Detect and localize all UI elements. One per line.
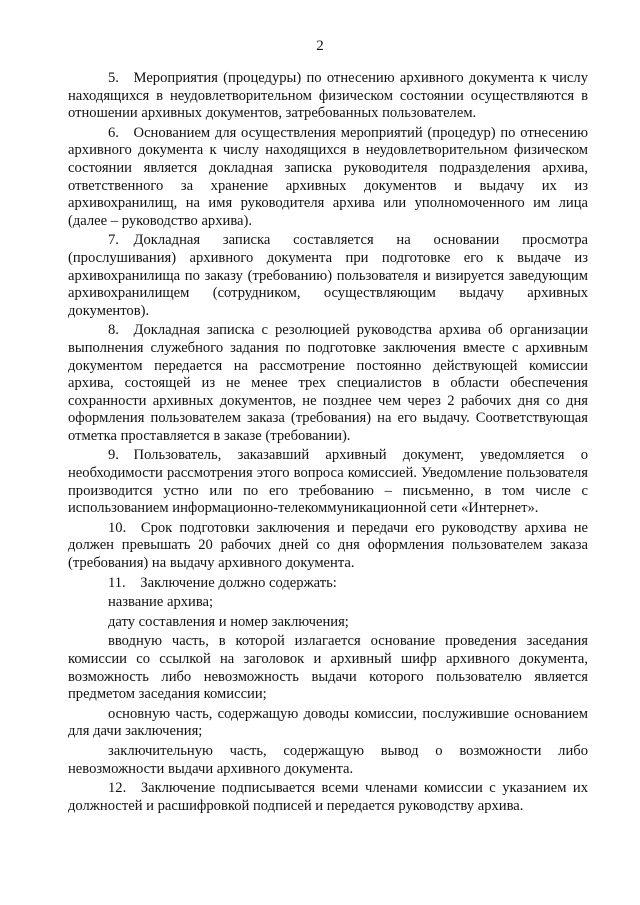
paragraph-item-7: 7. Докладная записка составляется на основании просмотра (прослушивания) архивного документа при подготовке его к выдаче из архивохранилища по заказу (требованию) пользователя и визируется заведующим архивохранилищем (сотрудником, осуществляющим выдачу архивных документов). xyxy=(68,232,588,319)
page-number: 2 xyxy=(316,38,324,54)
paragraph-item-11: 11. Заключение должно содержать: xyxy=(108,574,337,591)
paragraph-item-5: 5. Мероприятия (процедуры) по отнесению архивного документа к числу находящихся в неудовлетворительном физическом состоянии осуществляются в отношении архивных документов, затребованных пользователем. xyxy=(68,70,588,122)
list-item-final-part: заключительную часть, содержащую вывод о возможности либо невозможности выдачи архивного документа. xyxy=(68,742,588,777)
list-item-archive-name: название архива; xyxy=(108,594,214,611)
paragraph-item-10: 10. Срок подготовки заключения и передачи его руководству архива не должен превышать 20 рабочих дней со дня оформления пользователем заказа (требования) на выдачу архивного документа. xyxy=(68,519,588,572)
paragraph-item-12: 12. Заключение подписывается всеми членами комиссии с указанием их должностей и расшифровкой подписей и передается руководству архива. xyxy=(68,780,588,814)
list-item-intro-part: вводную часть, в которой излагается основание проведения заседания комиссии со ссылкой на заголовок и архивный шифр архивного документа, возможность либо невозможность выдачи которого пользователю является предметом заседания комиссии; xyxy=(68,633,588,703)
paragraph-item-6: 6. Основанием для осуществления мероприятий (процедур) по отнесению архивного документа к числу находящихся в неудовлетворительном физическом состоянии является докладная записка руководителя подразделения архива, ответственного за хранение архивных документов и выдачу их из архивохранилищ, на имя руководителя архива или уполномоченного им лица (далее – руководство архива). xyxy=(68,124,588,229)
document-body xyxy=(68,70,588,817)
list-item-main-part: основную часть, содержащую доводы комиссии, послужившие основанием для дачи заключения; xyxy=(68,705,588,740)
paragraph-item-8: 8. Докладная записка с резолюцией руководства архива об организации выполнения служебного задания по подготовке заключения вместе с архивным документом передается на рассмотрение постоянно действующей комиссии архива, состоящей из не менее трех специалистов в области обеспечения сохранности архивных документов, не позднее чем через 2 рабочих дня со дня оформления пользователем заказа (требования) на его выдачу. Соответствующая отметка проставляется в заказе (требовании). xyxy=(68,322,588,444)
paragraph-item-9: 9. Пользователь, заказавший архивный документ, уведомляется о необходимости рассмотрения этого вопроса комиссией. Уведомление пользователя производится устно или по его требованию – письменно, в том числе с использованием информационно-телекоммуникационной сети «Интернет». xyxy=(68,447,588,517)
list-item-date-number: дату составления и номер заключения; xyxy=(108,613,349,630)
